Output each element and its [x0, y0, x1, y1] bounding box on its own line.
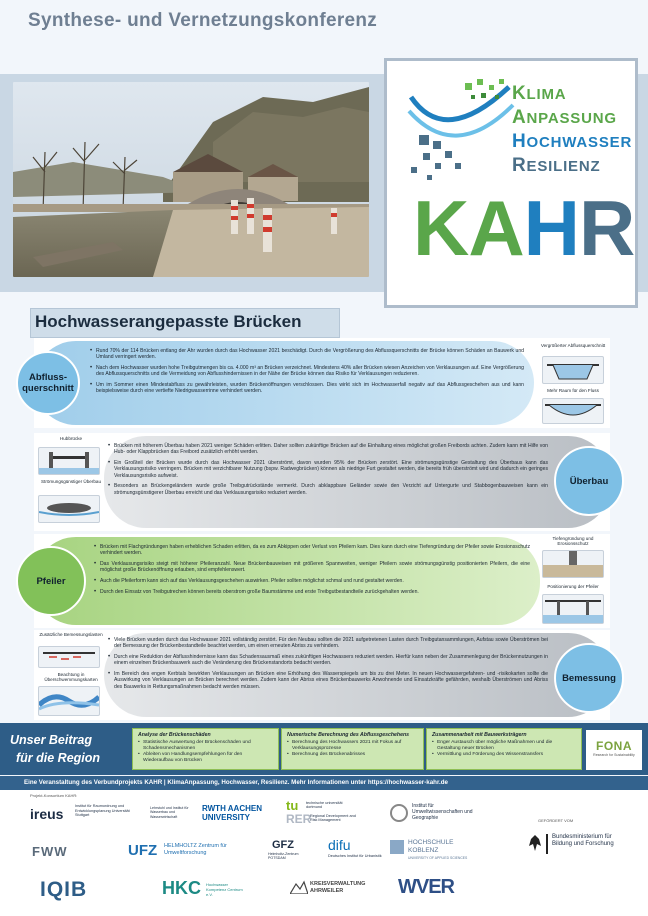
contribution-column: Numerische Berechnung des Abflussgeschehens • Berechnung des Hochwassers 2021 mit Fokus auf Verklausungsprozesse • Berechnung des Brückenabrisses — [281, 728, 424, 770]
contribution-title: Unser Beitrag für die Region — [10, 733, 101, 765]
diagram-label-bottom: Mehr Raum für den Fluss — [547, 388, 599, 393]
tu-logo: tu — [286, 798, 299, 813]
section-pfeiler — [34, 534, 610, 628]
hs-koblenz-icon — [390, 840, 404, 854]
partner-logos: Projekt-Konsortium KAHR: ireus Institut für Raumordnung und Entwicklungsplanung Universität Stuttgart Lehrstuhl und Institut für Wasserbau und Wasserwirtschaft RWTH AACHEN UNIVERSITY tu technische universität dortmund RER Regional Development and Risk Management Institut für Umweltwissenschaften und Geographie GEFÖRDERT VOM Bundesministerium für Bildung und Forschung FWW UFZ HELMHOLTZ Zentrum für Umweltforschung GFZ Helmholtz-Zentrum POTSDAM difu Deutsches Institut für Urbanistik HOCHSCHULE KOBLENZ UNIVERSITY OF APPLIED SCIENCES IQIB HKC Hochwasser Kompetenz Centrum e.V. KREISVERWALTUNG AHRWEILER WVER — [0, 790, 648, 916]
hkc-logo: HKC — [162, 878, 201, 898]
fona-logo: FONA Research for Sustainability — [586, 730, 642, 770]
page-title: Synthese- und Vernetzungskonferenz — [28, 10, 378, 31]
deep-foundation-icon — [542, 550, 604, 578]
gfz-logo: GFZ — [272, 839, 294, 851]
label-bemessung: Bemessung — [554, 643, 624, 713]
list-item: • Auch die Pfeilerform kann sich auf das Verklausungsgeschehen auswirken. Pfeiler sollten möglichst schmal und rund gestaltet werden. — [94, 578, 530, 584]
list-item: • Rund 70% der 114 Brücken entlang der Ahr wurden durch das Hochwasser 2021 beschädigt. Durch die Vergrößerung des Abflussquerschnitts der Brücke können Schäden an Bauwerk und Umland verringert werden. — [90, 348, 524, 361]
wver-logo: WVER — [398, 876, 454, 898]
river-space-icon — [542, 398, 604, 424]
kahr-logo — [384, 58, 638, 308]
diagram-label-bottom: Strömungsgünstiger Überbau — [40, 479, 101, 484]
list-item: • Statistische Auswertung der Brückenschäden und Schadensmechanismen — [138, 740, 273, 752]
bemessung-bullets — [108, 637, 548, 695]
list-item: • Ableiten von Handlungsempfehlungen für den Wiederaufbau von Brücken — [138, 752, 273, 764]
list-item: • Um im Sommer einen Mindestabfluss zu gewährleisten, wurden Brückenöffnungen verschlossen. Dies wirkt sich im Hochwasserfall negativ auf das Abflussgeschehen aus und kann beispielsweise durch eine vertiefte Niedrigwasserrinne verhindert werden. — [90, 382, 524, 395]
flood-map-icon — [38, 686, 100, 716]
logo-word-anpassung: ANPASSUNG — [512, 107, 617, 128]
contribution-column: Analyse der Brückenschäden • Statistische Auswertung der Brückenschäden und Schadensmechanismen • Ableiten von Handlungsempfehlungen für den Wiederaufbau von Brücken — [132, 728, 279, 770]
rwth-logo: RWTH AACHEN UNIVERSITY — [202, 804, 262, 822]
diagram-label-bottom: Positionierung der Pfeiler — [547, 584, 599, 589]
list-item: • Enger Austausch über mögliche Maßnahmen und die Gestaltung neuer Brücken — [432, 740, 576, 752]
diagram-label-top: Tiefengründung und Erosionsschutz — [552, 536, 594, 547]
ufz-logo: UFZ — [128, 842, 158, 859]
label-abflussquerschnitt: Abfluss-querschnitt — [16, 351, 80, 415]
fww-logo: FWW — [32, 844, 68, 859]
pfeiler-bullets — [94, 544, 530, 600]
list-item: • Ein Großteil der Brücken wurde durch das Hochwasser 2021 überströmt, davon wurden 95% der Brücken zerstört. Eine strömungsgünstige Gestaltung des Überbaus kann das Verklausungsrisiko verringern. Brücken mit verzichtbarer Nutzung (bspw. Radwegbrücken) können als niedrige Furt gestaltet werden, die bereits früh überströmt wird und dadurch ein geringes Verklausungsrisiko aufweist. — [108, 460, 548, 479]
section-bemessung — [34, 630, 616, 720]
diagram-label-top: Vergrößerter Abflussquerschnitt — [540, 343, 606, 348]
geo-seal-icon — [390, 804, 408, 822]
list-item: • Vermittlung und Förderung des Wissenstransfers — [432, 752, 576, 758]
list-item: • Das Verklausungsrisiko steigt mit höherer Pfeileranzahl. Neue Brückenbauweisen mit größeren Spannweiten, weniger Pfeilern sowie strömungsgünstig positionierten Pfeilern, die eine möglichst große Brückenöffnung erlauben, sind empfehlenswert. — [94, 561, 530, 574]
difu-logo: difu — [328, 837, 351, 853]
streamlined-deck-icon — [38, 495, 100, 523]
section-ueberbau — [34, 433, 610, 531]
logo-word-resilienz: RESILIENZ — [512, 155, 601, 176]
lift-bridge-icon — [38, 447, 100, 475]
kreis-ahrweiler-icon — [290, 880, 308, 894]
ueberbau-bullets — [108, 443, 548, 501]
section-abflussquerschnitt — [22, 338, 610, 428]
section-heading: Hochwasserangepasste Brücken — [30, 308, 340, 338]
diagram-label-bottom: Beachtung in Überschwemmungskarten — [44, 672, 98, 683]
list-item: • Berechnung des Brückenabrisses — [287, 752, 418, 758]
list-item: • Durch eine Reduktion der Abflusshindernisse kann das Schadensausmaß eines zukünftigen Hochwassers reduziert werden. Hierfür kann neben der Zusammenlegung der Brückennutzungen in einem einzelnen Brückenbauwerk auch die Veränderung des Brückenstandorts bedacht werden. — [108, 654, 548, 667]
rer-logo: RER — [286, 812, 312, 826]
logo-graphic-icon — [405, 77, 517, 189]
logo-kahr-text: KAHR — [413, 184, 635, 272]
contribution-column: Zusammenarbeit mit Bauwerksträgern • Enger Austausch über mögliche Maßnahmen und die Gestaltung neuer Brücken • Vermittlung und Förderung des Wissenstransfers — [426, 728, 582, 770]
bridge-diagram-icon — [542, 356, 604, 384]
label-ueberbau: Überbau — [554, 446, 624, 516]
federal-eagle-icon — [528, 834, 540, 852]
list-item: • Brücken mit Flachgründungen haben erheblichen Schaden erlitten, da es zum Abkippen oder Verlust von Pfeilern kam. Dies kann durch eine Tiefengründung der Pfeiler sowie Erosionsschutz verhindert werden. — [94, 544, 530, 557]
list-item: • Besonders an Brückengeländern wurde große Treibgutrückstände vermerkt. Durch abklappbare Geländer sowie den Verzicht auf Untergurte und Stabbogenbauweisen kann ein strömungsgünstigerer Überbau erreicht und das Verklausungsrisiko reduziert werden. — [108, 483, 548, 496]
load-diagram-icon — [38, 646, 100, 668]
pier-position-icon — [542, 594, 604, 624]
list-item: • Nach dem Hochwasser wurden hohe Treibgutmengen bis ca. 4.000 m³ an Brücken verzeichnet. Mindestens 40% aller Brücken wiesen Anzeichen von Verklausungen auf. Eine Vergrößerung des Abflussquerschnitts und die Vermeidung von Abflusshindernissen in der Nähe der Brücke können das Risiko für Verklausungen reduzieren. — [90, 365, 524, 378]
abfluss-bullets — [90, 348, 524, 399]
list-item: • Durch den Einsatz von Treibgutrechen können bereits oberstrom große Baumstämme und erste Treibgutbestandteile zurückgehalten werden. — [94, 589, 530, 595]
ireus-logo: ireus — [30, 806, 64, 822]
diagram-label-top: Zusätzliche Bemessungslasten — [39, 632, 103, 637]
logo-word-klima: KLIMA — [512, 83, 567, 104]
diagram-label-top: Hubbrücke — [59, 436, 83, 441]
list-item: • Viele Brücken wurden durch das Hochwasser 2021 vollständig zerstört. Für den Neubau sollten die 2021 aufgetretenen Lasten durch Treibgutansammlungen, Aufstau sowie Überströmen bei der Bemessung der Brückenbestandteile beachtet werden, um einen erneuten Abriss zu verhindern. — [108, 637, 548, 650]
label-pfeiler: Pfeiler — [16, 546, 86, 616]
iqib-logo: IQIB — [40, 878, 88, 901]
flood-bridge-photo — [13, 82, 369, 277]
list-item: • Im Bereich des engen Kerbtals bewirkten Verklausungen an Brücken eine Erhöhung des Wasserspiegels um bis zu drei Meter. In neuen Hochwassergefahren- und -risikokarten sollte die Auswirkung von Verklausungen an Brücken berechnet werden. Zudem kann der Abriss eines Brückenbauwerks Anwohnende und Einsatzkräfte gefährden, weshalb Überströmen und Abriss des Bauwerks in Rettungsmaßnahmen bedacht werden müssen. — [108, 671, 548, 690]
footer-text: Eine Veranstaltung des Verbundprojekts KAHR | KlimaAnpassung, Hochwasser, Resilienz. Mehr Informationen unter https://hochwasser-kahr.de — [0, 776, 648, 790]
list-item: • Brücken mit höherem Überbau haben 2021 weniger Schäden erlitten. Daher sollten zukünftige Brücken auf die Einhaltung eines möglichst großen Freibords achten. Zudem kann mit Hilfe von Hub- oder Klappbrücken das Freibord zusätzlich erhöht werden. — [108, 443, 548, 456]
logo-word-hochwasser: HOCHWASSER — [512, 131, 633, 152]
list-item: • Berechnung des Hochwassers 2021 mit Fokus auf Verklausungsprozesse — [287, 740, 418, 752]
